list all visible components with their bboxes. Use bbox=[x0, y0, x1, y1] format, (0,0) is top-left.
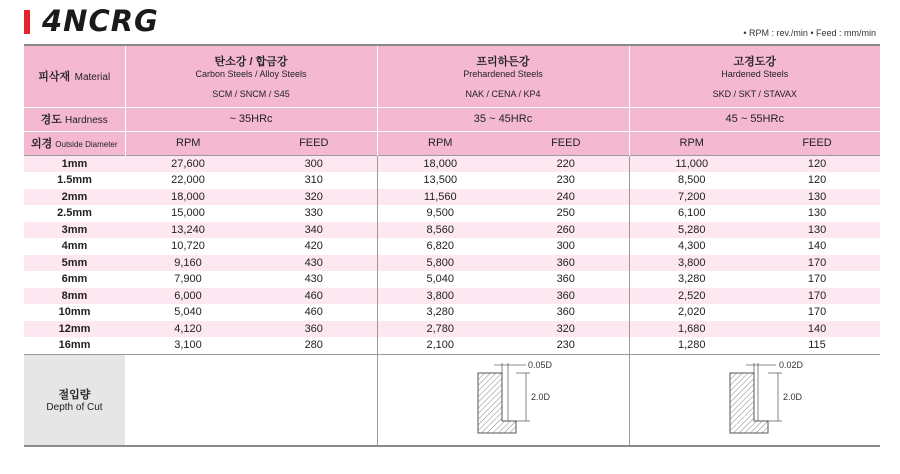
feed-cell: 130 bbox=[754, 189, 880, 206]
data-rows bbox=[24, 155, 880, 354]
depth-of-cut-label-en: Depth of Cut bbox=[46, 402, 103, 413]
axial-depth-label: 2.0D bbox=[530, 391, 550, 402]
rpm-cell: 2,100 bbox=[377, 337, 503, 354]
material-group-hardened bbox=[629, 45, 880, 107]
feed-cell: 460 bbox=[251, 304, 377, 321]
outside-diameter-cell: 2mm bbox=[24, 189, 125, 206]
material-grades: SCM / SNCM / S45 bbox=[212, 89, 290, 100]
table-row bbox=[24, 288, 880, 305]
depth-of-cut-row bbox=[24, 354, 880, 446]
axial-depth-label: 2.0D bbox=[782, 391, 802, 402]
rpm-cell: 2,520 bbox=[629, 288, 754, 305]
feed-cell: 300 bbox=[251, 155, 377, 172]
outside-diameter-cell: 4mm bbox=[24, 238, 125, 255]
outside-diameter-cell: 1.5mm bbox=[24, 172, 125, 189]
rpm-header: RPM bbox=[125, 131, 251, 155]
rpm-cell: 9,160 bbox=[125, 255, 251, 272]
outside-diameter-cell: 6mm bbox=[24, 271, 125, 288]
rpm-cell: 15,000 bbox=[125, 205, 251, 222]
feed-cell: 170 bbox=[754, 271, 880, 288]
table-row bbox=[24, 337, 880, 354]
table-row bbox=[24, 172, 880, 189]
material-label bbox=[24, 45, 125, 107]
feed-cell: 310 bbox=[251, 172, 377, 189]
rpm-cell: 1,280 bbox=[629, 337, 754, 354]
feed-cell: 120 bbox=[754, 155, 880, 172]
feed-cell: 320 bbox=[251, 189, 377, 206]
table-row bbox=[24, 205, 880, 222]
depth-of-cut-label bbox=[24, 354, 125, 446]
hardness-label-ko: 경도 bbox=[40, 114, 62, 126]
depth-of-cut-diagram bbox=[630, 355, 881, 445]
feed-cell: 320 bbox=[503, 321, 629, 338]
rpm-cell: 5,280 bbox=[629, 222, 754, 239]
rpm-cell: 22,000 bbox=[125, 172, 251, 189]
rpm-cell: 7,900 bbox=[125, 271, 251, 288]
outside-diameter-cell: 8mm bbox=[24, 288, 125, 305]
page-title: 4NCRG bbox=[42, 4, 159, 38]
rpm-cell: 5,040 bbox=[125, 304, 251, 321]
material-name-en: Prehardened Steels bbox=[463, 69, 543, 80]
radial-depth-label: 0.05D bbox=[527, 359, 552, 370]
hardness-label bbox=[24, 107, 125, 131]
rpm-cell: 6,100 bbox=[629, 205, 754, 222]
material-group-carbon bbox=[125, 45, 377, 107]
material-label-en: Material bbox=[74, 72, 111, 84]
rpm-header: RPM bbox=[377, 131, 503, 155]
feed-cell: 130 bbox=[754, 222, 880, 239]
table-row bbox=[24, 155, 880, 172]
feed-cell: 360 bbox=[503, 255, 629, 272]
hardness-row bbox=[24, 107, 880, 131]
rpm-cell: 6,820 bbox=[377, 238, 503, 255]
feed-cell: 140 bbox=[754, 321, 880, 338]
title-accent-bar bbox=[24, 10, 30, 34]
feed-cell: 430 bbox=[251, 255, 377, 272]
rpm-cell: 11,000 bbox=[629, 155, 754, 172]
feed-cell: 170 bbox=[754, 288, 880, 305]
feed-cell: 360 bbox=[503, 271, 629, 288]
outside-diameter-cell: 1mm bbox=[24, 155, 125, 172]
feed-cell: 240 bbox=[503, 189, 629, 206]
hardness-value: ~ 35HRc bbox=[125, 107, 377, 131]
rpm-cell: 3,800 bbox=[377, 288, 503, 305]
rpm-cell: 3,280 bbox=[629, 271, 754, 288]
rpm-cell: 2,780 bbox=[377, 321, 503, 338]
outside-diameter-cell: 10mm bbox=[24, 304, 125, 321]
radial-depth-label: 0.02D bbox=[778, 359, 803, 370]
feed-cell: 340 bbox=[251, 222, 377, 239]
column-header-row bbox=[24, 131, 880, 155]
feed-cell: 170 bbox=[754, 304, 880, 321]
rpm-cell: 3,100 bbox=[125, 337, 251, 354]
feed-cell: 360 bbox=[503, 288, 629, 305]
depth-of-cut-diagram-cell bbox=[377, 354, 629, 446]
rpm-cell: 8,500 bbox=[629, 172, 754, 189]
feed-header: FEED bbox=[503, 131, 629, 155]
table-row bbox=[24, 222, 880, 239]
depth-of-cut-diagram-cell bbox=[629, 354, 880, 446]
depth-of-cut-diagram bbox=[378, 355, 630, 445]
workpiece-section bbox=[730, 373, 768, 433]
outside-diameter-cell: 12mm bbox=[24, 321, 125, 338]
outside-diameter-cell: 3mm bbox=[24, 222, 125, 239]
feed-cell: 260 bbox=[503, 222, 629, 239]
feed-cell: 420 bbox=[251, 238, 377, 255]
rpm-cell: 18,000 bbox=[377, 155, 503, 172]
hardness-value: 45 ~ 55HRc bbox=[629, 107, 880, 131]
feed-cell: 220 bbox=[503, 155, 629, 172]
material-name-ko: 고경도강 bbox=[733, 56, 777, 69]
material-row bbox=[24, 45, 880, 107]
rpm-cell: 8,560 bbox=[377, 222, 503, 239]
rpm-cell: 27,600 bbox=[125, 155, 251, 172]
material-name-en: Carbon Steels / Alloy Steels bbox=[195, 69, 307, 80]
cutting-conditions-table bbox=[24, 44, 880, 447]
hardness-label-en: Hardness bbox=[65, 115, 108, 126]
rpm-header: RPM bbox=[629, 131, 754, 155]
feed-cell: 460 bbox=[251, 288, 377, 305]
diameter-label-en: Outside Diameter bbox=[55, 140, 118, 149]
material-group-prehardened bbox=[377, 45, 629, 107]
material-name-en: Hardened Steels bbox=[721, 69, 789, 80]
feed-cell: 360 bbox=[251, 321, 377, 338]
depth-of-cut-empty bbox=[125, 354, 377, 446]
table-row bbox=[24, 238, 880, 255]
feed-cell: 120 bbox=[754, 172, 880, 189]
feed-cell: 360 bbox=[503, 304, 629, 321]
workpiece-section bbox=[478, 373, 516, 433]
feed-cell: 140 bbox=[754, 238, 880, 255]
feed-cell: 170 bbox=[754, 255, 880, 272]
rpm-cell: 3,280 bbox=[377, 304, 503, 321]
table-row bbox=[24, 321, 880, 338]
feed-cell: 230 bbox=[503, 172, 629, 189]
rpm-cell: 13,500 bbox=[377, 172, 503, 189]
outside-diameter-cell: 2.5mm bbox=[24, 205, 125, 222]
feed-cell: 250 bbox=[503, 205, 629, 222]
rpm-cell: 13,240 bbox=[125, 222, 251, 239]
rpm-cell: 4,300 bbox=[629, 238, 754, 255]
material-label-ko: 피삭재 bbox=[38, 71, 71, 84]
rpm-cell: 9,500 bbox=[377, 205, 503, 222]
rpm-cell: 11,560 bbox=[377, 189, 503, 206]
rpm-cell: 7,200 bbox=[629, 189, 754, 206]
diameter-label-ko: 외경 bbox=[30, 138, 53, 150]
feed-cell: 330 bbox=[251, 205, 377, 222]
feed-header: FEED bbox=[754, 131, 880, 155]
table-row bbox=[24, 255, 880, 272]
rpm-cell: 5,800 bbox=[377, 255, 503, 272]
rpm-cell: 5,040 bbox=[377, 271, 503, 288]
diameter-label bbox=[24, 131, 125, 155]
material-name-ko: 프리하든강 bbox=[476, 56, 530, 69]
table-row bbox=[24, 304, 880, 321]
feed-cell: 430 bbox=[251, 271, 377, 288]
rpm-cell: 10,720 bbox=[125, 238, 251, 255]
depth-of-cut-label-ko: 절입량 bbox=[58, 389, 91, 401]
feed-header: FEED bbox=[251, 131, 377, 155]
rpm-cell: 4,120 bbox=[125, 321, 251, 338]
feed-cell: 130 bbox=[754, 205, 880, 222]
material-name-ko: 탄소강 / 합금강 bbox=[214, 56, 288, 69]
table-row bbox=[24, 271, 880, 288]
feed-cell: 115 bbox=[754, 337, 880, 354]
feed-cell: 300 bbox=[503, 238, 629, 255]
rpm-cell: 1,680 bbox=[629, 321, 754, 338]
units-legend: • RPM : rev./min • Feed : mm/min bbox=[743, 28, 876, 38]
outside-diameter-cell: 5mm bbox=[24, 255, 125, 272]
feed-cell: 230 bbox=[503, 337, 629, 354]
rpm-cell: 6,000 bbox=[125, 288, 251, 305]
feed-cell: 280 bbox=[251, 337, 377, 354]
rpm-cell: 3,800 bbox=[629, 255, 754, 272]
table-row bbox=[24, 189, 880, 206]
material-grades: NAK / CENA / KP4 bbox=[465, 89, 541, 100]
rpm-cell: 2,020 bbox=[629, 304, 754, 321]
hardness-value: 35 ~ 45HRc bbox=[377, 107, 629, 131]
material-grades: SKD / SKT / STAVAX bbox=[712, 89, 797, 100]
rpm-cell: 18,000 bbox=[125, 189, 251, 206]
outside-diameter-cell: 16mm bbox=[24, 337, 125, 354]
